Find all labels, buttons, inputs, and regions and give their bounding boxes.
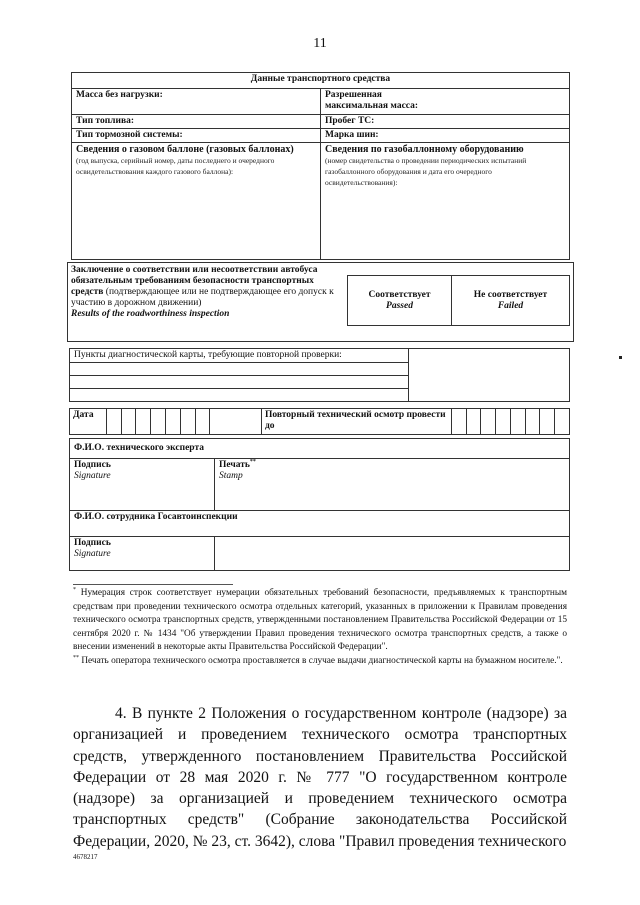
passed-label-en: Passed xyxy=(386,300,413,311)
gas-equipment-field[interactable] xyxy=(321,143,570,260)
signatures-table xyxy=(69,438,570,571)
mileage-field[interactable]: Пробег ТС: xyxy=(321,115,570,129)
footnote-2 xyxy=(73,655,567,669)
passed-option[interactable] xyxy=(348,276,452,326)
conclusion-title: Заключение о соответствии или несоответствии автобуса обязательным требованиям безопасности транспортных средств xyxy=(71,265,318,297)
failed-label-ru: Не соответствует xyxy=(473,289,548,300)
footnote-1 xyxy=(73,587,567,655)
date-label: Дата xyxy=(70,409,107,435)
recheck-side-cell[interactable] xyxy=(409,349,570,402)
dates-table xyxy=(69,408,570,435)
reinspection-date-cell[interactable] xyxy=(451,409,466,435)
signature2-label-ru: Подпись xyxy=(74,538,111,548)
conclusion-text xyxy=(71,265,341,320)
expert-name-field[interactable]: Ф.И.О. технического эксперта xyxy=(70,439,570,459)
signature-label-ru: Подпись xyxy=(74,460,111,470)
gas-cylinder-note: (год выпуска, серийный номер, даты последнего и очередного освидетельствования каждого газового баллона): xyxy=(76,156,275,176)
date-cell[interactable] xyxy=(210,409,262,435)
stamp-label-ru: Печать xyxy=(219,460,250,470)
failed-option[interactable] xyxy=(452,276,570,326)
signature2-label-en: Signature xyxy=(74,549,111,559)
stamp-label-en: Stamp xyxy=(219,471,243,481)
margin-mark xyxy=(619,356,622,359)
conclusion-title-en: Results of the roadworthiness inspection xyxy=(71,309,230,319)
fuel-type-field[interactable]: Тип топлива: xyxy=(72,115,321,129)
inspector-signature-field[interactable] xyxy=(70,537,215,571)
reinspection-date-cell[interactable] xyxy=(510,409,525,435)
reinspection-date-cell[interactable] xyxy=(540,409,555,435)
date-cell[interactable] xyxy=(165,409,180,435)
document-id: 4678217 xyxy=(73,853,98,861)
max-mass-label-1: Разрешенная xyxy=(325,90,382,100)
conclusion-block xyxy=(67,262,574,342)
date-cell[interactable] xyxy=(136,409,151,435)
recheck-table xyxy=(69,348,570,402)
reinspection-date-cell[interactable] xyxy=(466,409,481,435)
result-options xyxy=(347,275,570,326)
body-paragraph: 4. В пункте 2 Положения о государственном контроле (надзоре) за организацией и проведением технического осмотра транспортных средств, утвержденного постановлением Правительства Российской Федерации от 28 мая 2020 г. № 777 "О государственном контроле (надзоре) за организацией и проведением технического осмотра транспортных средств" (Собрание законодательства Российской Федерации, 2020, № 23, ст. 3642), слова "Правил проведения технического xyxy=(73,705,567,850)
reinspection-date-cell[interactable] xyxy=(496,409,511,435)
max-mass-field[interactable] xyxy=(321,89,570,115)
date-cell[interactable] xyxy=(151,409,166,435)
gas-cylinder-field[interactable] xyxy=(72,143,321,260)
inspector-name-field[interactable]: Ф.И.О. сотрудника Госавтоинспекции xyxy=(70,511,570,537)
reinspection-date-cell[interactable] xyxy=(525,409,540,435)
failed-label-en: Failed xyxy=(497,300,524,311)
inspector-extra-field[interactable] xyxy=(215,537,570,571)
max-mass-label-2: максимальная масса: xyxy=(325,101,419,111)
reinspection-date-cell[interactable] xyxy=(481,409,496,435)
footnote-divider xyxy=(73,584,233,585)
recheck-label: Пункты диагностической карты, требующие повторной проверки: xyxy=(70,349,409,363)
signature-label-en: Signature xyxy=(74,471,111,481)
footnote-2-mark: ** xyxy=(73,654,79,661)
passed-label-ru: Соответствует xyxy=(368,289,431,300)
gas-cylinder-title: Сведения о газовом баллоне (газовых баллонах) xyxy=(76,144,294,155)
recheck-line-2[interactable] xyxy=(70,376,409,389)
unladen-mass-field[interactable]: Масса без нагрузки: xyxy=(72,89,321,115)
date-cell[interactable] xyxy=(121,409,136,435)
gas-equipment-title: Сведения по газобаллонному оборудованию xyxy=(325,144,524,155)
date-cell[interactable] xyxy=(106,409,121,435)
stamp-footnote-mark: ** xyxy=(249,458,256,465)
footnote-1-text: Нумерация строк соответствует нумерации обязательных требований безопасности, предъявляемых к транспортным средствам при проведении технического осмотра отдельных категорий, указанных в приложении к Правилам проведения технического осмотра транспортных средств, утвержденными постановлением Правительства Российской Федерации от 15 сентября 2020 г. № 1434 "Об утверждении Правил проведения технического осмотра транспортных средств, а также о внесении изменений в некоторые акты Правительства Российской Федерации". xyxy=(73,588,567,652)
reinspection-label: Повторный технический осмотр провести до xyxy=(261,409,451,435)
recheck-line-1[interactable] xyxy=(70,363,409,376)
body-text xyxy=(73,703,567,852)
recheck-line-3[interactable] xyxy=(70,389,409,402)
reinspection-date-cell[interactable] xyxy=(555,409,570,435)
footnotes xyxy=(73,587,567,668)
footnote-1-mark: * xyxy=(73,586,76,593)
date-cell[interactable] xyxy=(195,409,210,435)
page-number: 11 xyxy=(313,36,327,51)
vehicle-data-table xyxy=(71,72,570,260)
date-cell[interactable] xyxy=(180,409,195,435)
expert-signature-field[interactable] xyxy=(70,459,215,511)
vehicle-data-title: Данные транспортного средства xyxy=(72,73,570,89)
stamp-field[interactable] xyxy=(215,459,570,511)
tire-brand-field[interactable]: Марка шин: xyxy=(321,129,570,143)
footnote-2-text: Печать оператора технического осмотра проставляется в случае выдачи диагностической карты на бумажном носителе.". xyxy=(81,655,563,666)
conclusion-subtitle: (подтверждающее или не подтверждающее его допуск к участию в дорожном движении) xyxy=(71,287,334,308)
brake-system-field[interactable]: Тип тормозной системы: xyxy=(72,129,321,143)
gas-equipment-note: (номер свидетельства о проведении периодических испытаний газобаллонного оборудования и дата его очередного освидетельствования): xyxy=(325,156,527,187)
